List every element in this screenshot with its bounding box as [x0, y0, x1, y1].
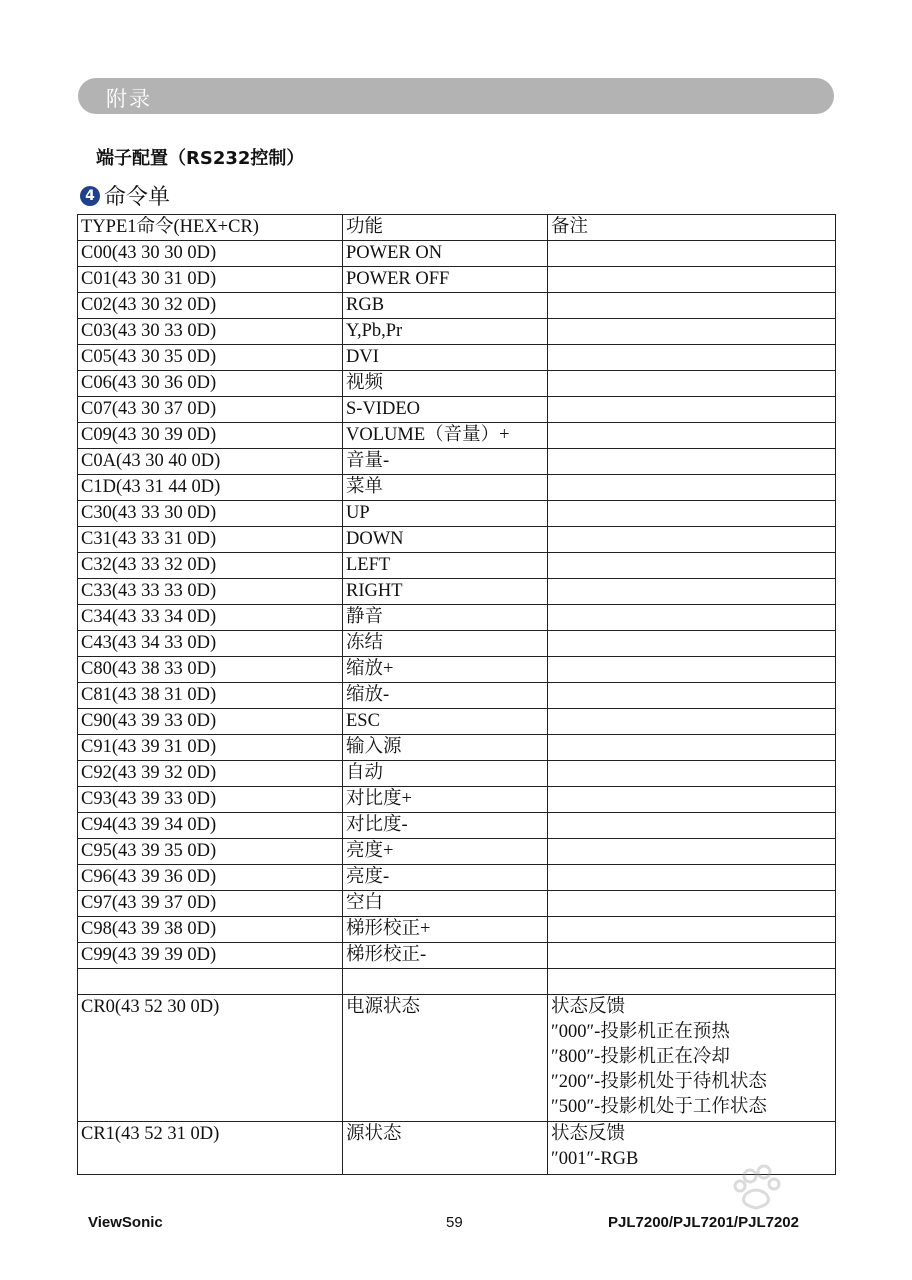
cell-function: 空白 [343, 891, 548, 917]
cell-function: UP [343, 501, 548, 527]
cell-function: 亮度- [343, 865, 548, 891]
cell-notes [548, 605, 836, 631]
cell-function: 自动 [343, 761, 548, 787]
cell-command: C97(43 39 37 0D) [78, 891, 343, 917]
note-line: ″500″-投影机处于工作状态 [551, 1097, 767, 1117]
cell-command: C07(43 30 37 0D) [78, 397, 343, 423]
cell-notes [548, 995, 836, 1122]
cell-notes [548, 527, 836, 553]
header-title: 附录 [106, 87, 152, 111]
cell-function: 源状态 [343, 1122, 548, 1175]
cell-function: RIGHT [343, 579, 548, 605]
table-row [78, 397, 836, 423]
cell-function: 缩放- [343, 683, 548, 709]
table-row [78, 449, 836, 475]
cell-notes [548, 501, 836, 527]
cell-function: 输入源 [343, 735, 548, 761]
cell-command: C81(43 38 31 0D) [78, 683, 343, 709]
cell-command: CR1(43 52 31 0D) [78, 1122, 343, 1175]
table-row [78, 475, 836, 501]
header-cell-command: TYPE1命令(HEX+CR) [78, 215, 343, 241]
table-row [78, 293, 836, 319]
cell-command: C05(43 30 35 0D) [78, 345, 343, 371]
cell-function: 冻结 [343, 631, 548, 657]
note-line: 状态反馈 [551, 1124, 626, 1144]
cell-function: LEFT [343, 553, 548, 579]
table-row [78, 969, 836, 995]
cell-command: C09(43 30 39 0D) [78, 423, 343, 449]
table-row [78, 345, 836, 371]
cell-function [343, 969, 548, 995]
table-row [78, 579, 836, 605]
cell-command: C96(43 39 36 0D) [78, 865, 343, 891]
table-row [78, 787, 836, 813]
cell-function: 静音 [343, 605, 548, 631]
table-row [78, 319, 836, 345]
cell-notes [548, 969, 836, 995]
cell-function: ESC [343, 709, 548, 735]
cell-function: 亮度+ [343, 839, 548, 865]
cell-notes [548, 891, 836, 917]
cell-notes [548, 579, 836, 605]
watermark-logo-icon [650, 1160, 850, 1240]
header-cell-function: 功能 [343, 215, 548, 241]
command-table [77, 214, 836, 1175]
table-row [78, 553, 836, 579]
cell-command: C92(43 39 32 0D) [78, 761, 343, 787]
subsection-title: 命令单 [104, 185, 171, 210]
footer-page-number: 59 [446, 1214, 463, 1231]
table-row [78, 631, 836, 657]
cell-function: 电源状态 [343, 995, 548, 1122]
cell-notes [548, 683, 836, 709]
cell-function: S-VIDEO [343, 397, 548, 423]
cell-command: C32(43 33 32 0D) [78, 553, 343, 579]
cell-notes [548, 735, 836, 761]
cell-function: DVI [343, 345, 548, 371]
cell-function: 梯形校正- [343, 943, 548, 969]
cell-command: C30(43 33 30 0D) [78, 501, 343, 527]
cell-function: 缩放+ [343, 657, 548, 683]
table-row [78, 891, 836, 917]
cell-command: C31(43 33 31 0D) [78, 527, 343, 553]
table-row [78, 735, 836, 761]
cell-function: POWER OFF [343, 267, 548, 293]
footer-model: PJL7200/PJL7201/PJL7202 [608, 1214, 799, 1231]
number-circle-icon: 4 [80, 186, 100, 206]
cell-command: C33(43 33 33 0D) [78, 579, 343, 605]
cell-notes [548, 631, 836, 657]
cell-notes [548, 917, 836, 943]
table-row [78, 241, 836, 267]
table-row [78, 371, 836, 397]
cell-command: C90(43 39 33 0D) [78, 709, 343, 735]
table-row [78, 683, 836, 709]
cell-notes [548, 241, 836, 267]
cell-notes [548, 813, 836, 839]
cell-command: C94(43 39 34 0D) [78, 813, 343, 839]
cell-notes [548, 787, 836, 813]
cell-notes [548, 319, 836, 345]
cell-command: C0A(43 30 40 0D) [78, 449, 343, 475]
footer-brand: ViewSonic [88, 1214, 163, 1231]
cell-notes [548, 709, 836, 735]
cell-command: C95(43 39 35 0D) [78, 839, 343, 865]
cell-notes [548, 865, 836, 891]
cell-function: 对比度- [343, 813, 548, 839]
cell-command: C00(43 30 30 0D) [78, 241, 343, 267]
table-header-row [78, 215, 836, 241]
table-row [78, 943, 836, 969]
cell-command: C91(43 39 31 0D) [78, 735, 343, 761]
table-row [78, 501, 836, 527]
cell-notes [548, 761, 836, 787]
cell-function: 对比度+ [343, 787, 548, 813]
table-row [78, 657, 836, 683]
cell-notes [548, 553, 836, 579]
table-row [78, 527, 836, 553]
cell-command: C43(43 34 33 0D) [78, 631, 343, 657]
table-row [78, 267, 836, 293]
cell-command: C06(43 30 36 0D) [78, 371, 343, 397]
cell-function: POWER ON [343, 241, 548, 267]
table-row [78, 813, 836, 839]
note-line: ″000″-投影机正在预热 [551, 1022, 730, 1042]
cell-function: Y,Pb,Pr [343, 319, 548, 345]
cell-function: VOLUME（音量）+ [343, 423, 548, 449]
header-cell-notes: 备注 [548, 215, 836, 241]
table-row [78, 605, 836, 631]
cell-command: C34(43 33 34 0D) [78, 605, 343, 631]
cell-command: C02(43 30 32 0D) [78, 293, 343, 319]
cell-command: C80(43 38 33 0D) [78, 657, 343, 683]
cell-notes [548, 839, 836, 865]
cell-function: 音量- [343, 449, 548, 475]
note-line: ″001″-RGB [551, 1149, 639, 1169]
cell-function: RGB [343, 293, 548, 319]
table-row [78, 917, 836, 943]
cell-function: 梯形校正+ [343, 917, 548, 943]
cell-function: 菜单 [343, 475, 548, 501]
cell-notes [548, 345, 836, 371]
section-title: 端子配置（RS232控制） [96, 148, 305, 169]
table-row [78, 839, 836, 865]
note-line: ″800″-投影机正在冷却 [551, 1047, 730, 1067]
cell-command: C99(43 39 39 0D) [78, 943, 343, 969]
table-row [78, 761, 836, 787]
cell-function: DOWN [343, 527, 548, 553]
cell-notes [548, 371, 836, 397]
cell-command: C03(43 30 33 0D) [78, 319, 343, 345]
status-row [78, 995, 836, 1122]
table-row [78, 709, 836, 735]
cell-notes [548, 267, 836, 293]
note-line: 状态反馈 [551, 997, 626, 1017]
cell-notes [548, 475, 836, 501]
header-bar [78, 78, 834, 114]
cell-notes [548, 943, 836, 969]
cell-notes [548, 449, 836, 475]
cell-command: C1D(43 31 44 0D) [78, 475, 343, 501]
table-row [78, 423, 836, 449]
note-line: ″200″-投影机处于待机状态 [551, 1072, 767, 1092]
cell-command: C01(43 30 31 0D) [78, 267, 343, 293]
cell-command: C93(43 39 33 0D) [78, 787, 343, 813]
cell-command: CR0(43 52 30 0D) [78, 995, 343, 1122]
subsection-heading [80, 180, 170, 211]
cell-notes [548, 657, 836, 683]
cell-notes [548, 397, 836, 423]
cell-command: C98(43 39 38 0D) [78, 917, 343, 943]
table-row [78, 865, 836, 891]
cell-notes [548, 293, 836, 319]
cell-function: 视频 [343, 371, 548, 397]
cell-notes [548, 423, 836, 449]
cell-command [78, 969, 343, 995]
